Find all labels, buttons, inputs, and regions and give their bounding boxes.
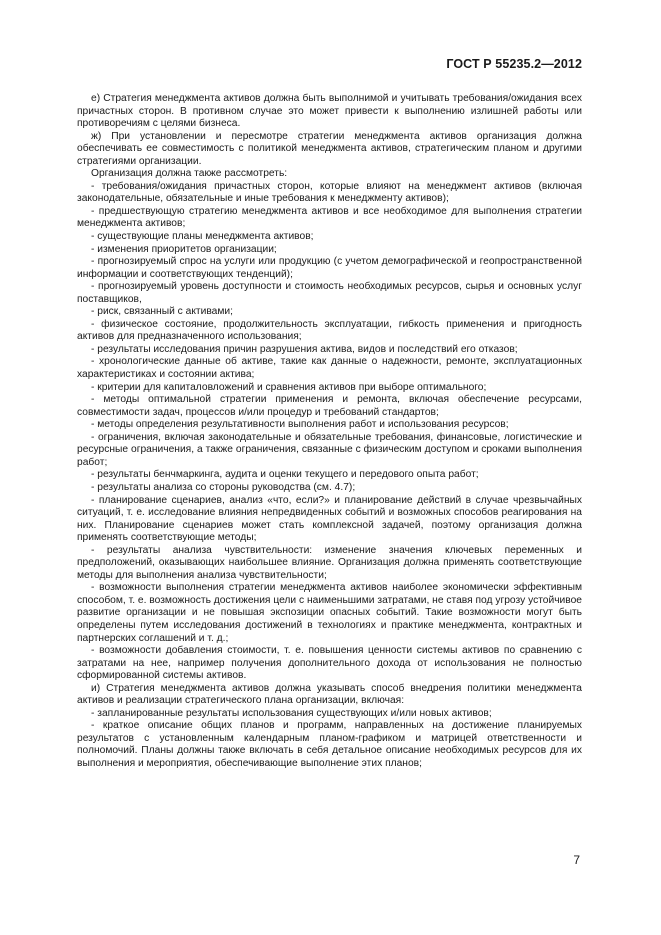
list-item: - риск, связанный с активами; xyxy=(91,306,234,318)
list-item: - существующие планы менеджмента активов; xyxy=(91,231,314,243)
list-item: - возможности добавления стоимости, т. е. повышения ценности системы активов по сравнению с затратами на нее, например получения дополнительного дохода от использования не полностью сформированной системы активов. xyxy=(77,645,582,682)
paragraph-i: и) Стратегия менеджмента активов должна указывать способ внедрения политики менеджмента активов и реализации стратегического плана организации, включая: xyxy=(77,682,582,707)
paragraph-zh: ж) При установлении и пересмотре стратегии менеджмента активов организация должна обеспечивать ее совместимость с политикой менеджмента активов, стратегическим планом и другими стратегиями организации. xyxy=(77,130,582,167)
list-item: - запланированные результаты использования существующих и/или новых активов; xyxy=(91,707,492,719)
list-item: - возможности выполнения стратегии менеджмента активов наиболее экономически эффективным способом, т. е. возможность достижения цели с наименьшими затратами, не ставя под угрозу устойчивое развитие организации и не повышая экспозиции опасных событий. Такие возможности могут быть определены путем исследования достижений в технологиях и практике менеджмента, контрактных и партнерских соглашений и т. д.; xyxy=(77,582,583,644)
list-item: - физическое состояние, продолжительность эксплуатации, гибкость применения и пригодность активов для предназначенного использования; xyxy=(77,318,582,343)
page-number: 7 xyxy=(573,853,580,867)
list-item: - планирование сценариев, анализ «что, если?» и планирование действий в случае чрезвычайных ситуаций, т. е. исследование влияния непредвиденных событий и возможных способов реагирования на них. Планирование сценариев может стать комплексной задачей, поэтому организация должна применять соответствующие методы; xyxy=(77,494,582,544)
list-item: - критерии для капиталовложений и сравнения активов при выборе оптимального; xyxy=(91,381,487,393)
list-item: - результаты анализа чувствительности: изменение значения ключевых переменных и предположений, оказывающих наибольшее влияние. Организация должна применять соответствующие методы для выполнения анализа чувствительности; xyxy=(77,544,582,581)
document-code-header: ГОСТ Р 55235.2—2012 xyxy=(446,57,582,71)
list-item: - прогнозируемый уровень доступности и стоимость необходимых ресурсов, сырья и основных услуг поставщиков, xyxy=(77,281,582,305)
list-item: - результаты исследования причин разрушения актива, видов и последствий его отказов; xyxy=(91,343,518,355)
document-body xyxy=(77,93,582,771)
list-item: - требования/ожидания причастных сторон, которые влияют на менеджмент активов (включая законодательные, обязательные и иные требования к менеджменту активов); xyxy=(77,180,582,205)
list-item: - методы оптимальной стратегии применения и ремонта, включая обеспечение ресурсами, совместимости задач, процессов и/или процедур и требований стандартов; xyxy=(77,394,582,418)
paragraph-e: е) Стратегия менеджмента активов должна быть выполнимой и учитывать требования/ожидания всех причастных сторон. В противном случае это может привести к выполнению излишней работы или противоречиям с целями бизнеса. xyxy=(77,93,582,130)
list-item: - прогнозируемый спрос на услуги или продукцию (с учетом демографической и геопространственной информации и соответствующих тенденций); xyxy=(77,256,582,280)
list-item: - результаты анализа со стороны руководства (см. 4.7); xyxy=(91,481,356,493)
list-item: - краткое описание общих планов и программ, направленных на достижение планируемых результатов с установленным календарным планом-графиком и матрицей ответственности и полномочий. Планы должны также включать в себя детальное описание необходимых ресурсов для их выполнения и мероприятия, обеспечивающие выполнение этих планов; xyxy=(77,720,582,769)
list-item: - предшествующую стратегию менеджмента активов и все необходимое для выполнения стратегии менеджмента активов; xyxy=(77,205,582,230)
list-item: - изменения приоритетов организации; xyxy=(91,243,277,255)
list-item: - хронологические данные об активе, такие как данные о надежности, ремонте, эксплуатационных характеристиках и состоянии актива; xyxy=(77,356,582,381)
list-item: - методы определения результативности выполнения работ и использования ресурсов; xyxy=(91,419,509,431)
list-item: - ограничения, включая законодательные и обязательные требования, финансовые, логистические и ресурсные ограничения, а также ограничения, связанные с физическим доступом и сроками выполнения работ; xyxy=(77,431,582,468)
paragraph-consider-intro: Организация должна также рассмотреть: xyxy=(91,168,288,180)
list-item: - результаты бенчмаркинга, аудита и оценки текущего и передового опыта работ; xyxy=(91,469,479,481)
